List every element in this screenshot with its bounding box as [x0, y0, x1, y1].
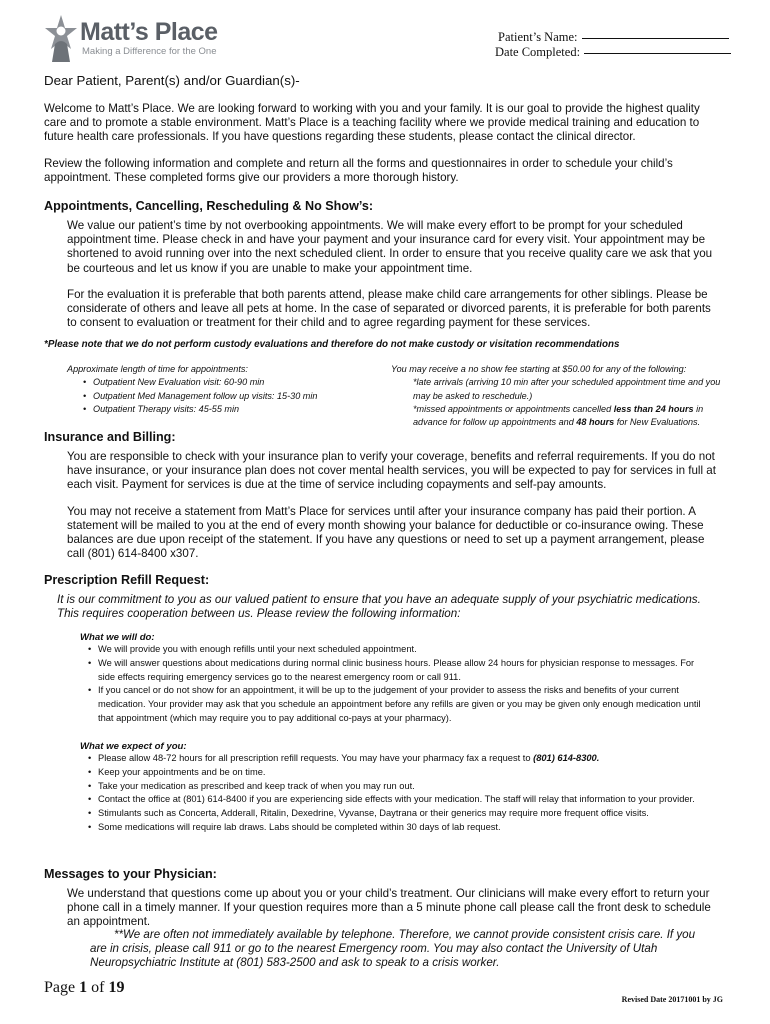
- prescription-intro: It is our commitment to you as our valued patient to ensure that you have an adequate supply of your psychiatric medications. This requires cooperation between us. Please review the following information:: [57, 593, 701, 621]
- expect-item: • Keep your appointments and be on time.: [87, 766, 710, 780]
- will-do-section: [80, 632, 710, 726]
- no-show-late-arrivals: *late arrivals (arriving 10 min after your scheduled appointment time and you may be asked to reschedule.): [413, 377, 721, 401]
- patient-name-label: Patient’s Name:: [498, 30, 578, 44]
- crisis-note: **We are often not immediately available by telephone. Therefore, we cannot provide consistent crisis care. If you are in crisis, please call 911 or go to the nearest Emergency room. You may also contact the University of Utah Neuropsychiatric Institute at (801) 583-2500 and ask to speak to a crisis worker.: [90, 928, 696, 970]
- intro-paragraph-1: Welcome to Matt’s Place. We are looking forward to working with you and your family. It is our goal to provide the highest quality care and to promote a stable environment. Matt’s Place is a teaching facility where we provide medical training and education to future health care professionals. If you have questions regarding these students, please contact the clinical director.: [44, 102, 700, 144]
- patient-name-line[interactable]: [582, 37, 729, 39]
- custody-note: *Please note that we do not perform custody evaluations and therefore do not make custody or visitation recommendations: [44, 339, 620, 350]
- expect-item: • Contact the office at (801) 614-8400 if you are experiencing side effects with your medication. The staff will relay that information to your provider.: [87, 793, 710, 807]
- expect-title: What we expect of you:: [80, 741, 187, 752]
- matts-place-logo: [44, 14, 244, 66]
- star-child-icon: [44, 14, 78, 64]
- insurance-body: [67, 450, 719, 561]
- insurance-paragraph-1: You are responsible to check with your insurance plan to verify your coverage, benefits and referral requirements. If you do not have insurance, or your insurance plan does not cover mental health services, you will be expected to pay for services in full at each visit. Payment for services is due at the time of service including copayments and self-pay amounts.: [67, 450, 716, 492]
- will-do-item: • If you cancel or do not show for an appointment, it will be up to the judgement of your provider to assess the risks and benefits of your current medication. Your provider may ask that you schedule an appointment before any refills are given or you may be given only enough medication until that appointment (which may require you to pay additional co-pays at your pharmacy).: [87, 684, 710, 725]
- appointments-heading: Appointments, Cancelling, Rescheduling & No Show’s:: [44, 199, 374, 213]
- prescription-heading: Prescription Refill Request:: [44, 573, 210, 587]
- patient-name-field[interactable]: [498, 30, 729, 45]
- insurance-paragraph-2: You may not receive a statement from Matt’s Place for services until after your insurance company has paid their portion. A statement will be mailed to you at the end of every month showing your balance for deductible or co-insurance owing. These balances are due upon receipt of the statement. If you have any questions or need to set up a payment arrangement, please call (801) 614-8400 x307.: [67, 504, 705, 561]
- appointment-length-item: • Outpatient Therapy visits: 45-55 min: [82, 403, 387, 416]
- pharmacy-fax-number: (801) 614-8300.: [533, 753, 600, 763]
- date-completed-label: Date Completed:: [495, 45, 581, 59]
- greeting: Dear Patient, Parent(s) and/or Guardian(s)-: [44, 73, 300, 88]
- expect-section: [80, 741, 710, 835]
- appointments-paragraph-2: For the evaluation it is preferable that both parents attend, please make child care arrangements for other siblings. Please be considerate of others and leave all pets at home. In the case of separated or divorced parents, it is preferable for both parents to consent to evaluation or treatment for their child and to agree regarding payment for these services.: [67, 287, 711, 330]
- will-do-item: • We will provide you with enough refills until your next scheduled appointment.: [87, 643, 710, 657]
- appointment-length-item: • Outpatient Med Management follow up visits: 15-30 min: [82, 390, 387, 403]
- date-completed-line[interactable]: [584, 52, 731, 54]
- expect-item: • Some medications will require lab draws. Labs should be completed within 30 days of lab request.: [87, 821, 710, 835]
- no-show-fee: [391, 363, 723, 429]
- no-show-fee-title: You may receive a no show fee starting at $50.00 for any of the following:: [391, 364, 687, 374]
- will-do-title: What we will do:: [80, 632, 155, 643]
- messages-paragraph-1: We understand that questions come up about you or your child’s treatment. Our clinicians will make every effort to return your phone call in a timely manner. If your question requires more than a 5 minute phone call please call the front desk to schedule an appointment.: [67, 887, 711, 929]
- appointment-length-item: • Outpatient New Evaluation visit: 60-90 min: [82, 376, 387, 389]
- insurance-heading: Insurance and Billing:: [44, 430, 176, 444]
- appointment-lengths: [67, 363, 387, 416]
- intro-paragraph-2: Review the following information and complete and return all the forms and questionnaires in order to schedule your child’s appointment. These completed forms give our providers a more thorough history.: [44, 156, 673, 184]
- messages-body: [67, 887, 712, 930]
- no-show-missed: *missed appointments or appointments cancelled less than 24 hours in advance for follow up appointments and 48 hours for New Evaluations.: [413, 403, 704, 428]
- revision-date: Revised Date 20171001 by JG: [621, 995, 723, 1004]
- expect-item: • Stimulants such as Concerta, Adderall, Ritalin, Dexedrine, Vyvanse, Daytrana or their generics may require more frequent office visits.: [87, 807, 710, 821]
- appointment-lengths-title: Approximate length of time for appointments:: [67, 364, 248, 374]
- logo-tagline: Making a Difference for the One: [82, 46, 217, 57]
- date-completed-field[interactable]: [495, 45, 731, 60]
- appointments-paragraph-1: We value our patient’s time by not overbooking appointments. We will make every effort to be prompt for your scheduled appointment time. Please check in and have your payment and your insurance card for every visit. Your appointment may be shortened to avoid running over into the next scheduled client. In order to ensure that you receive quality care we ask that you be courteous and let us know if you are unable to make your appointment time.: [67, 219, 713, 275]
- expect-item: • Please allow 48-72 hours for all prescription refill requests. You may have your pharmacy fax a request to (801) 614-8300.: [87, 752, 710, 766]
- will-do-item: • We will answer questions about medications during normal clinic business hours. Please allow 24 hours for physician response to messages. For side effects requiring emergency services go to the nearest emergency room or call 911.: [87, 657, 710, 685]
- logo-name: Matt’s Place: [80, 18, 218, 46]
- intro: [44, 102, 719, 185]
- expect-item: • Take your medication as prescribed and keep track of when you may run out.: [87, 780, 710, 794]
- appointments-body: [67, 219, 720, 330]
- messages-heading: Messages to your Physician:: [44, 867, 217, 881]
- page-number: Page 1 of 19: [44, 979, 125, 996]
